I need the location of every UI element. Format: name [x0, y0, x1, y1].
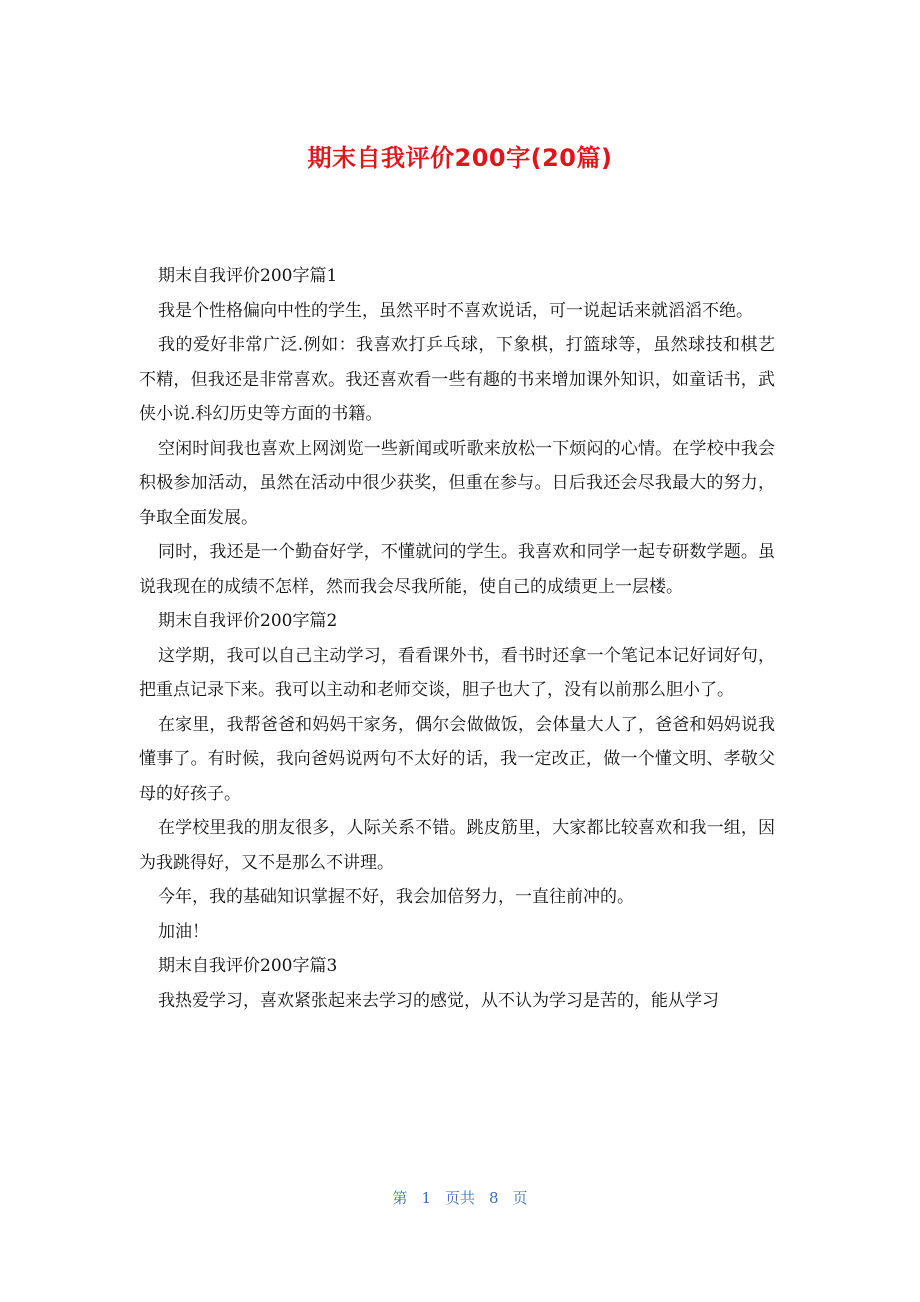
- paragraph: 我的爱好非常广泛.例如：我喜欢打乒乓球，下象棋，打篮球等，虽然球技和棋艺不精，但我还是非常喜欢。我还喜欢看一些有趣的书来增加课外知识，如童话书，武侠小说.科幻历史等方面的书籍。: [139, 335, 775, 424]
- footer-current-page: 1: [421, 1189, 431, 1207]
- section-heading: 期末自我评价200字篇2: [158, 611, 338, 631]
- document-body: [139, 259, 775, 1018]
- paragraph: 这学期，我可以自己主动学习，看看课外书，看书时还拿一个笔记本记好词好句，把重点记录下来。我可以主动和老师交谈，胆子也大了，没有以前那么胆小了。: [139, 645, 775, 700]
- page-footer: [0, 1187, 920, 1209]
- paragraph: 空闲时间我也喜欢上网浏览一些新闻或听歌来放松一下烦闷的心情。在学校中我会积极参加活动，虽然在活动中很少获奖，但重在参与。日后我还会尽我最大的努力，争取全面发展。: [139, 438, 775, 528]
- section-heading: 期末自我评价200字篇1: [158, 266, 338, 286]
- paragraph: 今年，我的基础知识掌握不好，我会加倍努力，一直往前冲的。: [158, 887, 634, 907]
- paragraph: 我热爱学习，喜欢紧张起来去学习的感觉，从不认为学习是苦的，能从学习: [158, 990, 719, 1011]
- footer-label-pages: 页: [512, 1189, 528, 1207]
- footer-label-of: 页共: [444, 1189, 475, 1207]
- section-heading: 期末自我评价200字篇3: [158, 956, 338, 976]
- paragraph: 加油！: [158, 921, 209, 942]
- paragraph: 同时，我还是一个勤奋好学，不懂就问的学生。我喜欢和同学一起专研数学题。虽说我现在的成绩不怎样，然而我会尽我所能，使自己的成绩更上一层楼。: [139, 542, 775, 597]
- document-title: 期末自我评价200字(20篇): [307, 144, 613, 172]
- paragraph: 我是个性格偏向中性的学生，虽然平时不喜欢说话，可一说起话来就滔滔不绝。: [158, 300, 753, 321]
- footer-total-pages: 8: [489, 1189, 499, 1207]
- paragraph: 在学校里我的朋友很多，人际关系不错。跳皮筋里，大家都比较喜欢和我一组，因为我跳得好，又不是那么不讲理。: [139, 818, 775, 873]
- paragraph: 在家里，我帮爸爸和妈妈干家务，偶尔会做做饭，会体量大人了，爸爸和妈妈说我懂事了。有时候，我向爸妈说两句不太好的话，我一定改正，做一个懂文明、孝敬父母的好孩子。: [139, 714, 775, 804]
- footer-label-page: 第: [392, 1189, 408, 1207]
